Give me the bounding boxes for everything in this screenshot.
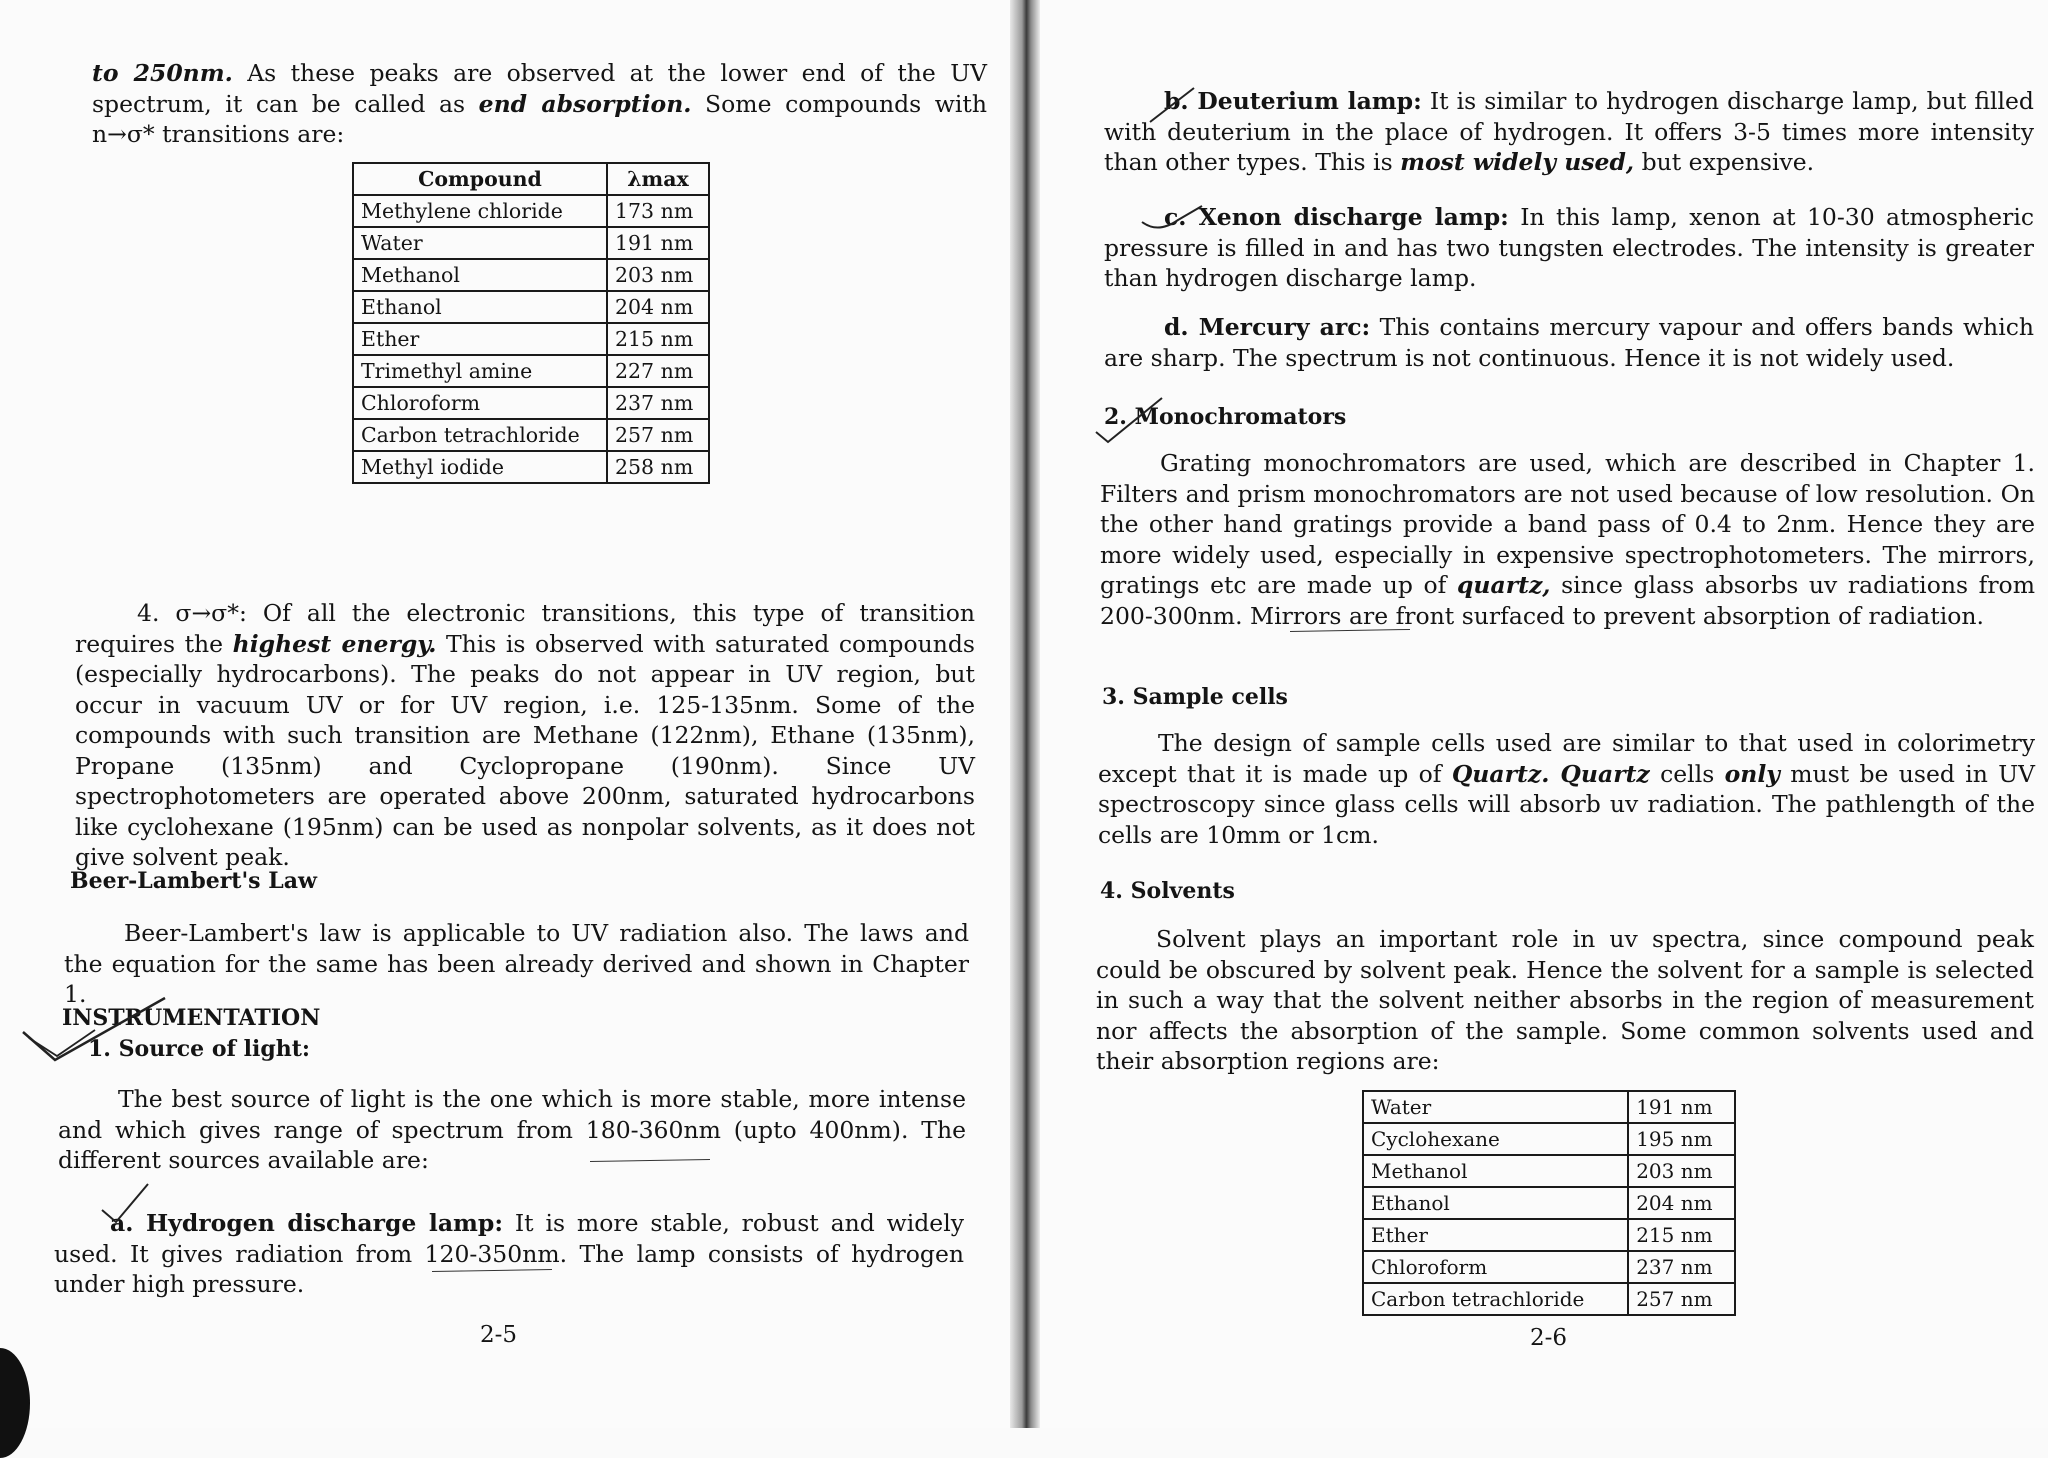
table-row (353, 387, 709, 419)
hydrogen-lamp-text: It is more stable, robust and widely used. It gives radiation from 120-350nm. The lamp consists of hydrogen under high pressure. (54, 1209, 964, 1298)
intro-emph-end-absorption: end absorption. (478, 89, 692, 118)
compound-cell: Carbon tetrachloride (353, 419, 607, 451)
compound-cell: Trimethyl amine (353, 355, 607, 387)
wavelength-cell: 258 nm (607, 451, 709, 483)
wavelength-cell: 204 nm (1628, 1187, 1735, 1219)
table-row (1363, 1187, 1735, 1219)
table-row (353, 451, 709, 483)
table-row (353, 259, 709, 291)
deuterium-lamp-paragraph (1104, 86, 2034, 178)
wavelength-cell: 215 nm (1628, 1219, 1735, 1251)
wavelength-cell: 191 nm (607, 227, 709, 259)
cells-emph-quartz: Quartz. Quartz (1451, 759, 1650, 788)
mercury-arc-paragraph (1104, 312, 2034, 373)
beer-lambert-paragraph: Beer-Lambert's law is applicable to UV radiation also. The laws and the equation for the same has been already derived and shown in Chapter 1. (64, 919, 969, 1008)
compound-cell: Water (1363, 1091, 1628, 1123)
wavelength-cell: 215 nm (607, 323, 709, 355)
table-row (1363, 1283, 1735, 1315)
wavelength-cell: 195 nm (1628, 1123, 1735, 1155)
compound-cell: Chloroform (353, 387, 607, 419)
mercury-arc-label: d. Mercury arc: (1164, 313, 1371, 341)
compound-column-header: Compound (353, 163, 607, 195)
sigma-text-b: This is observed with saturated compounds (especially hydrocarbons). The peaks do not appear in UV region, but occur in vacuum UV or for UV region, i.e. 125-135nm. Some of the compounds with such transition are Methane (122nm), Ethane (135nm), Propane (135nm) and Cyclopropane (190nm). Since UV spectrophotometers are operated above 200nm, saturated hydrocarbons like cyclohexane (195nm) can be used as nonpolar solvents, as it does not give solvent peak. (75, 629, 975, 871)
table-row (353, 355, 709, 387)
deuterium-text-b: but expensive. (1634, 148, 1815, 176)
beer-lambert-heading: Beer-Lambert's Law (70, 868, 317, 894)
mono-text-a: Grating monochromators are used, which are described in Chapter 1. Filters and prism monochromators are not used because of low resolution. On the other hand gratings provide a band pass of 0.4 to 2nm. Hence they are more widely used, especially in expensive spectrophotometers. The mirrors, gratings etc are made up of (1100, 449, 2035, 599)
sigma-sigma-paragraph (75, 598, 975, 873)
solvents-paragraph: Solvent plays an important role in uv spectra, since compound peak could be obscured by solvent peak. Hence the solvent for a sample is selected in such a way that the solvent neither absorbs in the region of measurement nor affects the absorption of the sample. Some common solvents used and their absorption regions are: (1096, 925, 2034, 1075)
table-row (353, 323, 709, 355)
compound-cell: Ether (353, 323, 607, 355)
intro-text-a: As these peaks are observed at the lower end of the UV spectrum, it can be called as (92, 59, 987, 118)
table-row (353, 419, 709, 451)
xenon-lamp-text: In this lamp, xenon at 10-30 atmospheric pressure is filled in and has two tungsten electrodes. The intensity is greater than hydrogen discharge lamp. (1104, 203, 2034, 292)
hydrogen-lamp-label: a. Hydrogen discharge lamp: (110, 1209, 504, 1237)
table-row (1363, 1251, 1735, 1283)
wavelength-cell: 237 nm (1628, 1251, 1735, 1283)
sigma-text-a: 4. σ→σ*: Of all the electronic transitions, this type of transition requires the (75, 599, 975, 658)
n-sigma-compounds-table (352, 162, 710, 484)
wavelength-cell: 257 nm (607, 419, 709, 451)
wavelength-cell: 237 nm (607, 387, 709, 419)
compound-cell: Methyl iodide (353, 451, 607, 483)
hydrogen-lamp-paragraph (54, 1208, 964, 1300)
deuterium-text-a: It is similar to hydrogen discharge lamp, but filled with deuterium in the place of hydrogen. It offers 3-5 times more intensity than other types. This is (1104, 87, 2034, 176)
compound-cell: Methylene chloride (353, 195, 607, 227)
sample-cells-heading: 3. Sample cells (1102, 684, 1288, 710)
table-row (1363, 1123, 1735, 1155)
compound-cell: Carbon tetrachloride (1363, 1283, 1628, 1315)
cells-text-c: must be used in UV spectroscopy since glass cells will absorb uv radiation. The pathlength of the cells are 10mm or 1cm. (1098, 759, 2036, 849)
compound-cell: Water (353, 227, 607, 259)
cells-text-b: cells (1649, 759, 1725, 788)
compound-cell: Ether (1363, 1219, 1628, 1251)
sigma-emph-highest-energy: highest energy. (232, 629, 437, 658)
sample-cells-paragraph (1098, 728, 2035, 850)
mono-emph-quartz: quartz, (1456, 571, 1551, 599)
table-row (353, 227, 709, 259)
book-spine (1010, 0, 1040, 1428)
right-page (1040, 0, 2048, 1428)
page-number-left: 2-5 (480, 1322, 518, 1348)
xenon-lamp-paragraph (1104, 202, 2034, 294)
intro-text-b: Some compounds with n→σ* transitions are: (92, 89, 988, 148)
wavelength-cell: 191 nm (1628, 1091, 1735, 1123)
monochromators-paragraph (1100, 448, 2035, 631)
cells-emph-only: only (1724, 759, 1780, 788)
cells-text-a: The design of sample cells used are similar to that used in colorimetry except that it is made up of (1098, 729, 2035, 788)
compound-cell: Ethanol (353, 291, 607, 323)
monochromators-heading: 2. Monochromators (1104, 404, 1347, 430)
lambda-max-column-header: λmax (607, 163, 709, 195)
table-row (1363, 1155, 1735, 1187)
table-header-row (353, 163, 709, 195)
source-of-light-paragraph: The best source of light is the one which is more stable, more intense and which gives range of spectrum from 180-360nm (upto 400nm). The different sources available are: (58, 1085, 966, 1174)
page-number-right: 2-6 (1530, 1325, 1568, 1351)
compound-cell: Ethanol (1363, 1187, 1628, 1219)
table-row (1363, 1219, 1735, 1251)
compound-cell: Chloroform (1363, 1251, 1628, 1283)
table-row (353, 291, 709, 323)
wavelength-cell: 203 nm (607, 259, 709, 291)
compound-cell: Methanol (353, 259, 607, 291)
mono-text-b: since glass absorbs uv radiations from 200-300nm. Mirrors are front surfaced to prevent absorption of radiation. (1100, 571, 2035, 630)
xenon-lamp-label: c. Xenon discharge lamp: (1164, 203, 1509, 231)
solvent-absorption-table (1362, 1090, 1736, 1316)
deuterium-lamp-label: b. Deuterium lamp: (1164, 87, 1422, 115)
intro-emph-wavelength: to 250nm. (92, 59, 233, 87)
wavelength-cell: 227 nm (607, 355, 709, 387)
solvents-heading: 4. Solvents (1100, 878, 1235, 904)
source-of-light-heading: 1. Source of light: (88, 1036, 310, 1062)
left-page (0, 0, 1010, 1428)
mercury-arc-text: This contains mercury vapour and offers bands which are sharp. The spectrum is not continuous. Hence it is not widely used. (1104, 313, 2035, 372)
intro-paragraph (92, 58, 987, 150)
wavelength-cell: 203 nm (1628, 1155, 1735, 1187)
wavelength-cell: 173 nm (607, 195, 709, 227)
instrumentation-heading: INSTRUMENTATION (62, 1005, 321, 1031)
table-row (353, 195, 709, 227)
deuterium-emph-most-widely-used: most widely used, (1400, 148, 1635, 176)
compound-cell: Cyclohexane (1363, 1123, 1628, 1155)
wavelength-cell: 257 nm (1628, 1283, 1735, 1315)
table-row (1363, 1091, 1735, 1123)
page-corner-shadow (0, 1348, 30, 1458)
compound-cell: Methanol (1363, 1155, 1628, 1187)
wavelength-cell: 204 nm (607, 291, 709, 323)
